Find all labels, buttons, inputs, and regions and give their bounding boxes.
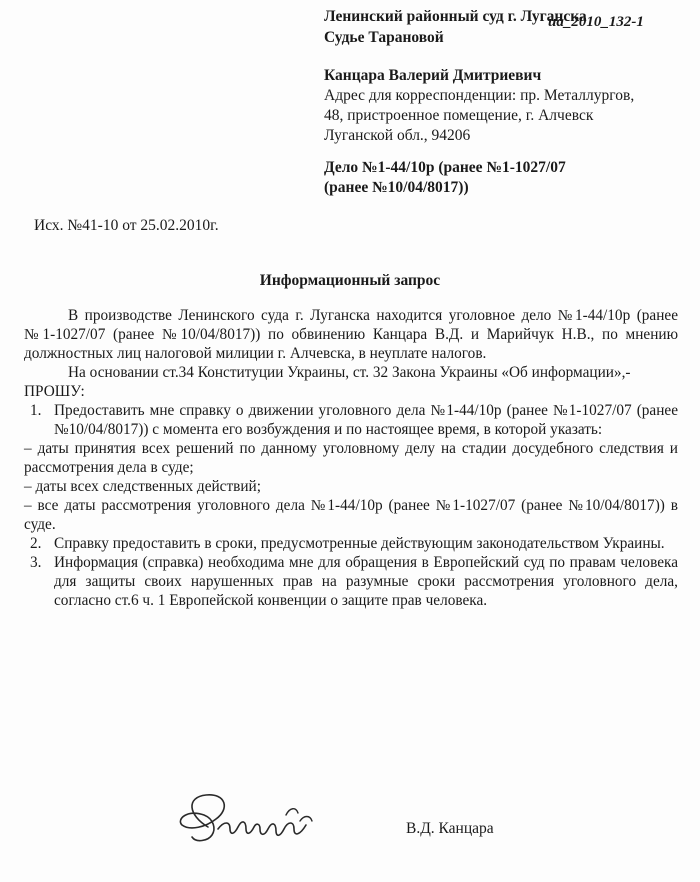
- recipient-judge: Судье Тарановой: [324, 29, 444, 46]
- item-text: Предоставить мне справку о движении уголовного дела №1-44/10р (ранее №1-1027/07 (ранее №10/04/8017)) с момента его возбуждения и по настоящее время, в которой указать:: [54, 402, 678, 438]
- request-item: [24, 401, 678, 439]
- address-line: Луганской обл., 94206: [324, 127, 471, 144]
- case-number-block: [324, 158, 566, 198]
- signer-name: В.Д. Канцара: [406, 820, 494, 837]
- item-number: 1.: [30, 402, 42, 419]
- document-body: [24, 306, 678, 610]
- request-item: [24, 553, 678, 610]
- recipient-court: Ленинский районный суд г. Луганска: [324, 8, 587, 25]
- item-number: 3.: [30, 554, 42, 571]
- request-heading: ПРОШУ:: [24, 383, 85, 400]
- handwritten-signature: [168, 785, 328, 860]
- address-line: Адрес для корреспонденции: пр. Металлургов,: [324, 87, 635, 104]
- sub-item: – даты принятия всех решений по данному уголовному делу на стадии досудебного следствия и рассмотрения дела в суде;: [24, 440, 678, 476]
- item-number: 2.: [30, 535, 42, 552]
- item-text: Справку предоставить в сроки, предусмотренные действующим законодательством Украины.: [54, 535, 665, 552]
- case-number-line: Дело №1-44/10р (ранее №1-1027/07: [324, 159, 566, 176]
- outgoing-number: Исх. №41-10 от 25.02.2010г.: [34, 217, 219, 234]
- document-id-stamp: ua_2010_132-1: [548, 14, 644, 30]
- sub-item: – даты всех следственных действий;: [24, 478, 261, 495]
- address-line: 48, пристроенное помещение, г. Алчевск: [324, 107, 594, 124]
- case-number-line: (ранее №10/04/8017)): [324, 179, 469, 196]
- paragraph: На основании ст.34 Конституции Украины, ст. 32 Закона Украины «Об информации»,-: [68, 364, 631, 381]
- paragraph: В производстве Ленинского суда г. Луганска находится уголовное дело №1-44/10р (ранее №1-1027/07 (ранее №10/04/8017)) по обвинению Канцара В.Д. и Марийчук Н.В., по мнению должностных лиц налоговой милиции г. Алчевска, в неуплате налогов.: [24, 307, 678, 362]
- request-item: [24, 534, 678, 553]
- sender-address: [324, 86, 634, 146]
- document-title: Информационный запрос: [259, 272, 441, 289]
- item-text: Информация (справка) необходима мне для обращения в Европейский суд по правам человека для защиты своих нарушенных прав на разумные сроки рассмотрения уголовного дела, согласно ст.6 ч. 1 Европейской конвенции о защите прав человека.: [54, 554, 678, 609]
- sender-name: Канцара Валерий Дмитриевич: [324, 67, 542, 84]
- sender-block: [324, 66, 634, 146]
- sub-item: – все даты рассмотрения уголовного дела №1-44/10р (ранее №1-1027/07 (ранее №10/04/8017)) в суде.: [24, 497, 678, 533]
- recipient-block: [324, 6, 587, 48]
